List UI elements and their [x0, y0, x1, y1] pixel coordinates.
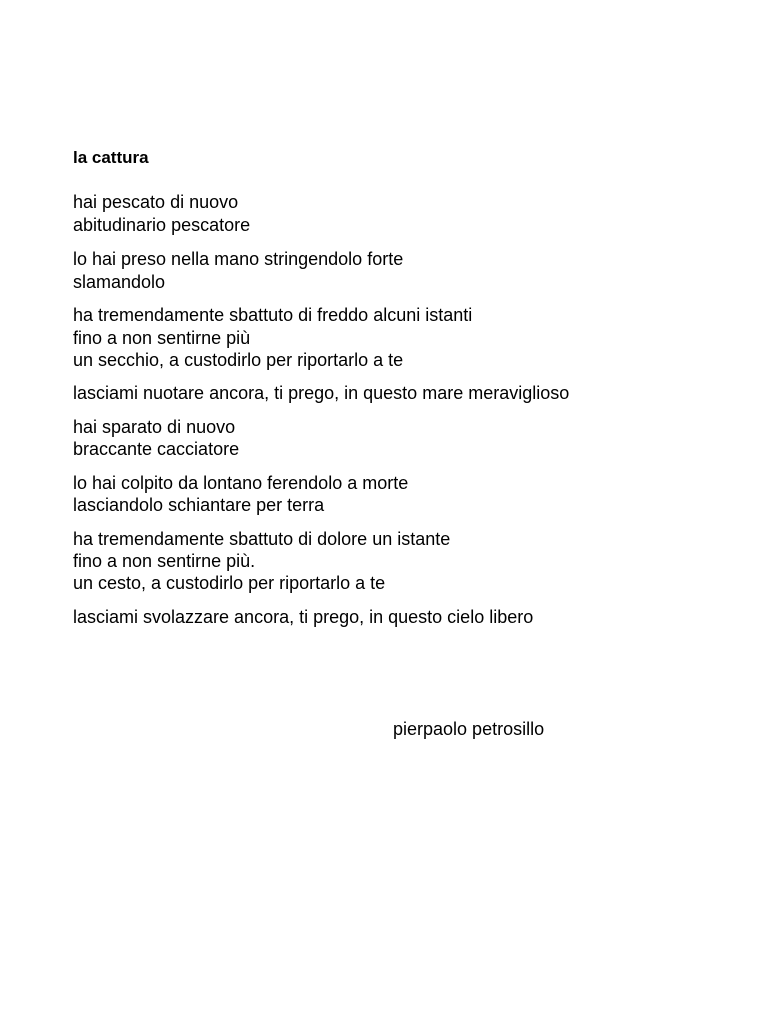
poem-line: lo hai colpito da lontano ferendolo a morte: [73, 473, 409, 493]
poem-line: braccante cacciatore: [73, 439, 240, 459]
poem-line: lasciandolo schiantare per terra: [73, 495, 325, 515]
poem-line: fino a non sentirne più: [73, 328, 251, 348]
poem-line: un secchio, a custodirlo per riportarlo a te: [73, 350, 404, 370]
poem-line: hai pescato di nuovo: [73, 192, 239, 212]
poem-line: abitudinario pescatore: [73, 215, 251, 235]
poem-line: ha tremendamente sbattuto di dolore un istante: [73, 529, 451, 549]
poem-title: la cattura: [73, 148, 149, 167]
poem-line: un cesto, a custodirlo per riportarlo a te: [73, 573, 386, 593]
poem-line: slamandolo: [73, 272, 166, 292]
poem-line: ha tremendamente sbattuto di freddo alcuni istanti: [73, 305, 473, 325]
poem-line: hai sparato di nuovo: [73, 417, 236, 437]
poem-line: lasciami nuotare ancora, ti prego, in questo mare meraviglioso: [73, 383, 570, 403]
poem-author: pierpaolo petrosillo: [393, 719, 545, 739]
poem-line: lo hai preso nella mano stringendolo forte: [73, 249, 404, 269]
poem-line: fino a non sentirne più.: [73, 551, 256, 571]
poem-line: lasciami svolazzare ancora, ti prego, in questo cielo libero: [73, 607, 534, 627]
